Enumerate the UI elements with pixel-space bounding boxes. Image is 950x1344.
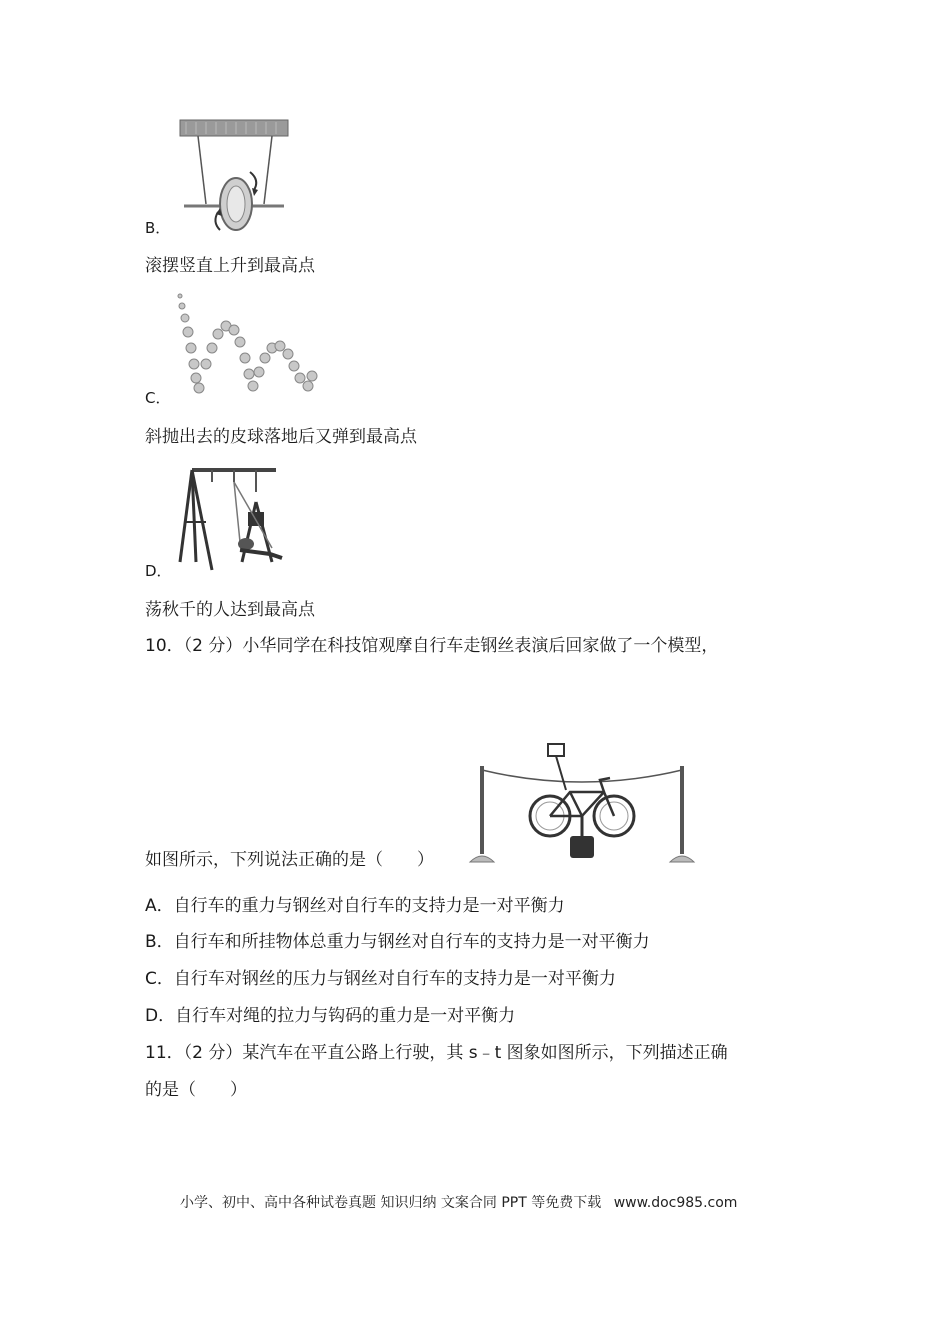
q11-stem-line2: 的是（ ） [145,1080,247,1100]
option-d-caption: 荡秋千的人达到最高点 [145,600,315,620]
maxwell-wheel-icon [176,118,292,236]
q10-stem-line1: 10．（2 分）小华同学在科技馆观摩自行车走钢丝表演后回家做了一个模型， [145,636,719,656]
bicycle-on-wire-figure [464,742,702,866]
option-b-label: B． [145,219,171,237]
swing-figure [172,462,302,576]
q10-option-c: C．自行车对钢丝的压力与钢丝对自行车的支持力是一对平衡力 [145,969,616,989]
bouncing-ball-figure [170,292,320,400]
bouncing-ball-icon [170,292,320,400]
q10-option-d: D．自行车对绳的拉力与钩码的重力是一对平衡力 [145,1006,516,1026]
maxwell-wheel-figure [176,118,292,236]
q11-stem-line1: 11．（2 分）某汽车在平直公路上行驶，其 s﹣t 图象如图所示，下列描述正确 [145,1043,728,1063]
option-c-label: C． [145,389,171,407]
q10-option-b: B．自行车和所挂物体总重力与钢丝对自行车的支持力是一对平衡力 [145,932,650,952]
footer-link[interactable]: www.doc985.com [613,1195,738,1211]
footer-text: 小学、初中、高中各种试卷真题 知识归纳 文案合同 PPT 等免费下载 [180,1195,602,1211]
bicycle-on-wire-icon [464,742,702,866]
q10-option-a: A．自行车的重力与钢丝对自行车的支持力是一对平衡力 [145,896,565,916]
page-footer [180,1192,737,1212]
option-c-caption: 斜抛出去的皮球落地后又弹到最高点 [145,427,417,447]
swing-icon [172,462,302,576]
q10-stem-line2: 如图所示，下列说法正确的是（ ） [145,850,434,870]
option-b-caption: 滚摆竖直上升到最高点 [145,256,315,276]
option-d-label: D． [145,562,172,580]
